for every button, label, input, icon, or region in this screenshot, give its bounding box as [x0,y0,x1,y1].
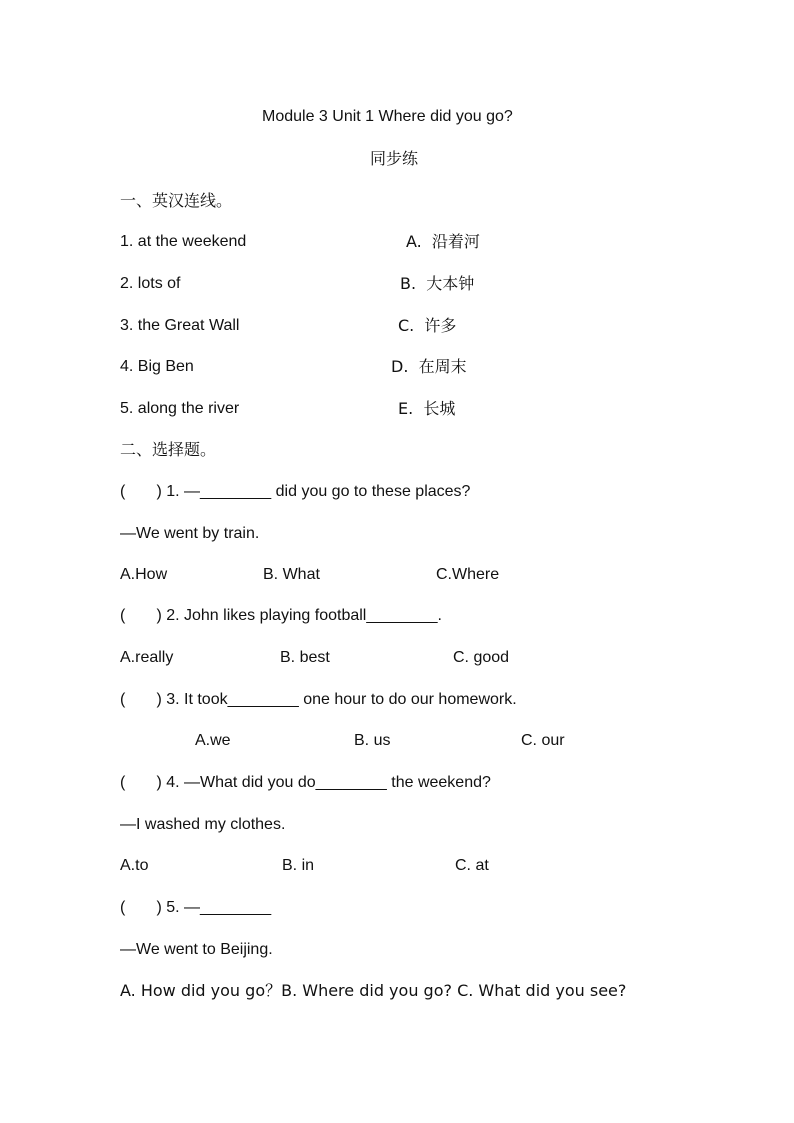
options-line: A. How did you go？B. Where did you go? C. What did you see? [120,981,627,1000]
matching-left-item: 2. lots of [120,275,181,292]
matching-left-item: 1. at the weekend [120,233,247,250]
option: B. us [354,732,391,749]
option: A.we [195,732,231,749]
option: B. in [282,857,315,874]
matching-right-item: D. 在周末 [391,357,467,376]
question-stem: ( ) 3. It took________ one hour to do our homework. [120,691,517,708]
option: C. our [521,732,565,749]
option: B. What [263,566,320,583]
option: C. at [455,857,489,874]
page-subtitle: 同步练 [370,149,419,168]
section-heading: 二、选择题。 [120,440,217,459]
section-heading: 一、英汉连线。 [120,191,233,210]
matching-left-item: 3. the Great Wall [120,317,240,334]
question-stem: ( ) 1. —________ did you go to these places? [120,483,471,500]
answer-line: —We went by train. [120,525,260,542]
matching-right-item: B. 大本钟 [400,274,475,293]
option: C.Where [436,566,500,583]
matching-right-item: E. 长城 [398,399,456,418]
answer-line: —I washed my clothes. [120,816,286,833]
question-stem: ( ) 5. —________ [120,899,272,916]
matching-left-item: 5. along the river [120,400,240,417]
matching-right-item: A. 沿着河 [406,232,480,251]
question-stem: ( ) 4. —What did you do________ the weekend? [120,774,491,791]
answer-line: —We went to Beijing. [120,941,273,958]
page-title: Module 3 Unit 1 Where did you go? [262,108,513,125]
option: C. good [453,649,510,666]
option: A.to [120,857,149,874]
option: A.How [120,566,168,583]
question-stem: ( ) 2. John likes playing football________. [120,607,442,624]
option: B. best [280,649,330,666]
matching-right-item: C. 许多 [398,316,457,335]
option: A.really [120,649,174,666]
matching-left-item: 4. Big Ben [120,358,194,375]
